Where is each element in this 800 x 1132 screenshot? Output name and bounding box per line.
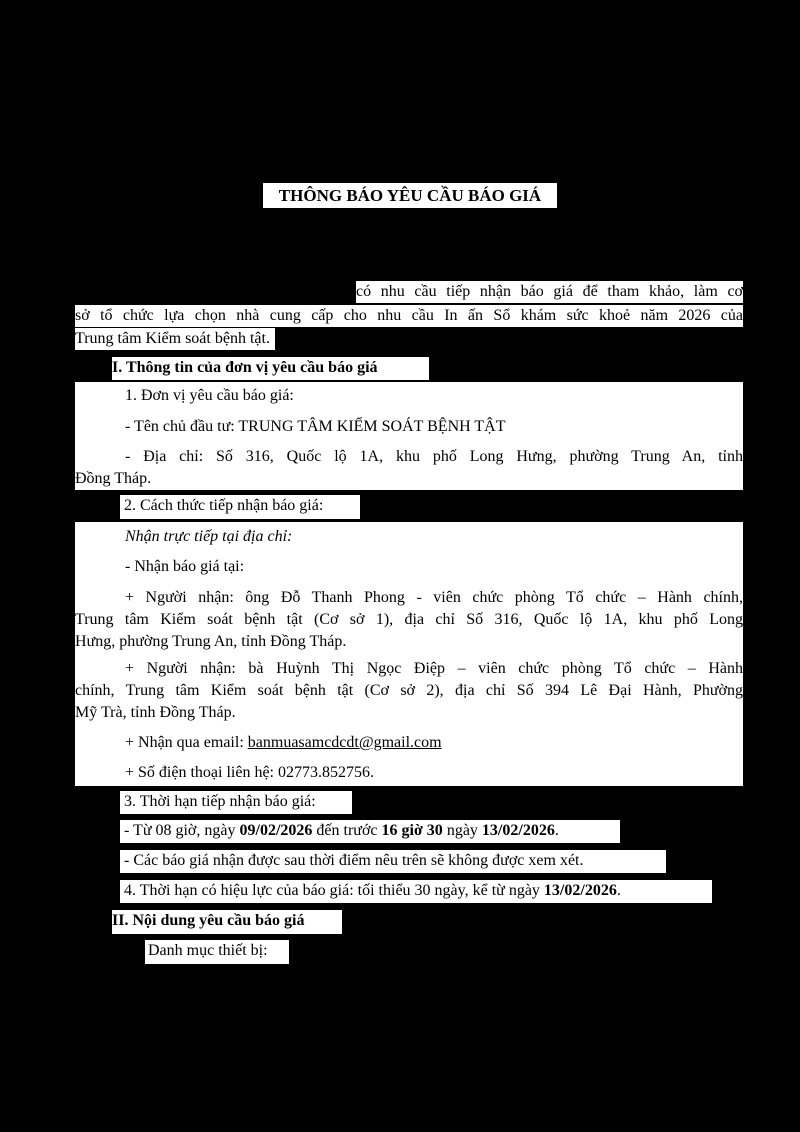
receive-period: - Từ 08 giờ, ngày 09/02/2026 đến trước 16 giờ 30 ngày 13/02/2026. xyxy=(120,820,620,843)
investor-address: - Địa chỉ: Số 316, Quốc lộ 1A, khu phố Long Hưng, phường Trung An, tỉnh Đồng Tháp. xyxy=(75,448,743,487)
investor-name: - Tên chủ đầu tư: TRUNG TÂM KIỂM SOÁT BỆNH TẬT xyxy=(125,418,506,435)
email-line: + Nhận qua email: banmuasamcdcdt@gmail.com xyxy=(125,734,442,751)
phone-line: + Số điện thoại liên hệ: 02773.852756. xyxy=(125,764,374,781)
section-2-heading: II. Nội dung yêu cầu báo giá xyxy=(112,910,342,934)
email-link[interactable]: banmuasamcdcdt@gmail.com xyxy=(247,734,442,751)
validity-date: 13/02/2026 xyxy=(543,882,617,899)
validity-period: 4. Thời hạn có hiệu lực của báo giá: tối thiểu 30 ngày, kể từ ngày 13/02/2026. xyxy=(120,880,712,903)
direct-receive-label: Nhận trực tiếp tại địa chỉ: xyxy=(125,528,293,545)
end-time: 16 giờ 30 xyxy=(381,822,443,839)
receiver-2: + Người nhận: bà Huỳnh Thị Ngọc Điệp – viên chức phòng Tổ chức – Hành chính, Trung tâm Kiểm soát bệnh tật (Cơ sở 2), địa chỉ Số 394 Lê Đại Hành, Phường Mỹ Trà, tỉnh Đồng Tháp. xyxy=(75,660,743,721)
item-3-label: 3. Thời hạn tiếp nhận báo giá: xyxy=(120,791,352,814)
intro-line-3: Trung tâm Kiểm soát bệnh tật. xyxy=(75,328,275,350)
item-1-block xyxy=(75,382,743,490)
intro-line-1: có nhu cầu tiếp nhận báo giá để tham khảo, làm cơ xyxy=(356,281,743,303)
item-2-block xyxy=(75,522,743,786)
receive-at-label: - Nhận báo giá tại: xyxy=(125,558,245,575)
end-date: 13/02/2026 xyxy=(481,822,555,839)
equipment-list-label: Danh mục thiết bị: xyxy=(145,940,289,964)
late-submission-note: - Các báo giá nhận được sau thời điểm nêu trên sẽ không được xem xét. xyxy=(120,850,666,873)
item-2-label: 2. Cách thức tiếp nhận báo giá: xyxy=(120,495,360,519)
receiver-1: + Người nhận: ông Đỗ Thanh Phong - viên chức phòng Tổ chức – Hành chính, Trung tâm Kiểm soát bệnh tật (Cơ sở 1), địa chỉ Số 316, Quốc lộ 1A, khu phố Long Hưng, phường Trung An, tỉnh Đồng Tháp. xyxy=(75,589,743,650)
start-date: 09/02/2026 xyxy=(239,822,313,839)
document-title: THÔNG BÁO YÊU CẦU BÁO GIÁ xyxy=(263,183,557,208)
intro-line-2: sở tổ chức lựa chọn nhà cung cấp cho nhu cầu In ấn Sổ khám sức khoẻ năm 2026 của xyxy=(75,305,743,327)
item-1-label: 1. Đơn vị yêu cầu báo giá: xyxy=(125,387,294,404)
section-1-heading: I. Thông tin của đơn vị yêu cầu báo giá xyxy=(112,357,429,380)
